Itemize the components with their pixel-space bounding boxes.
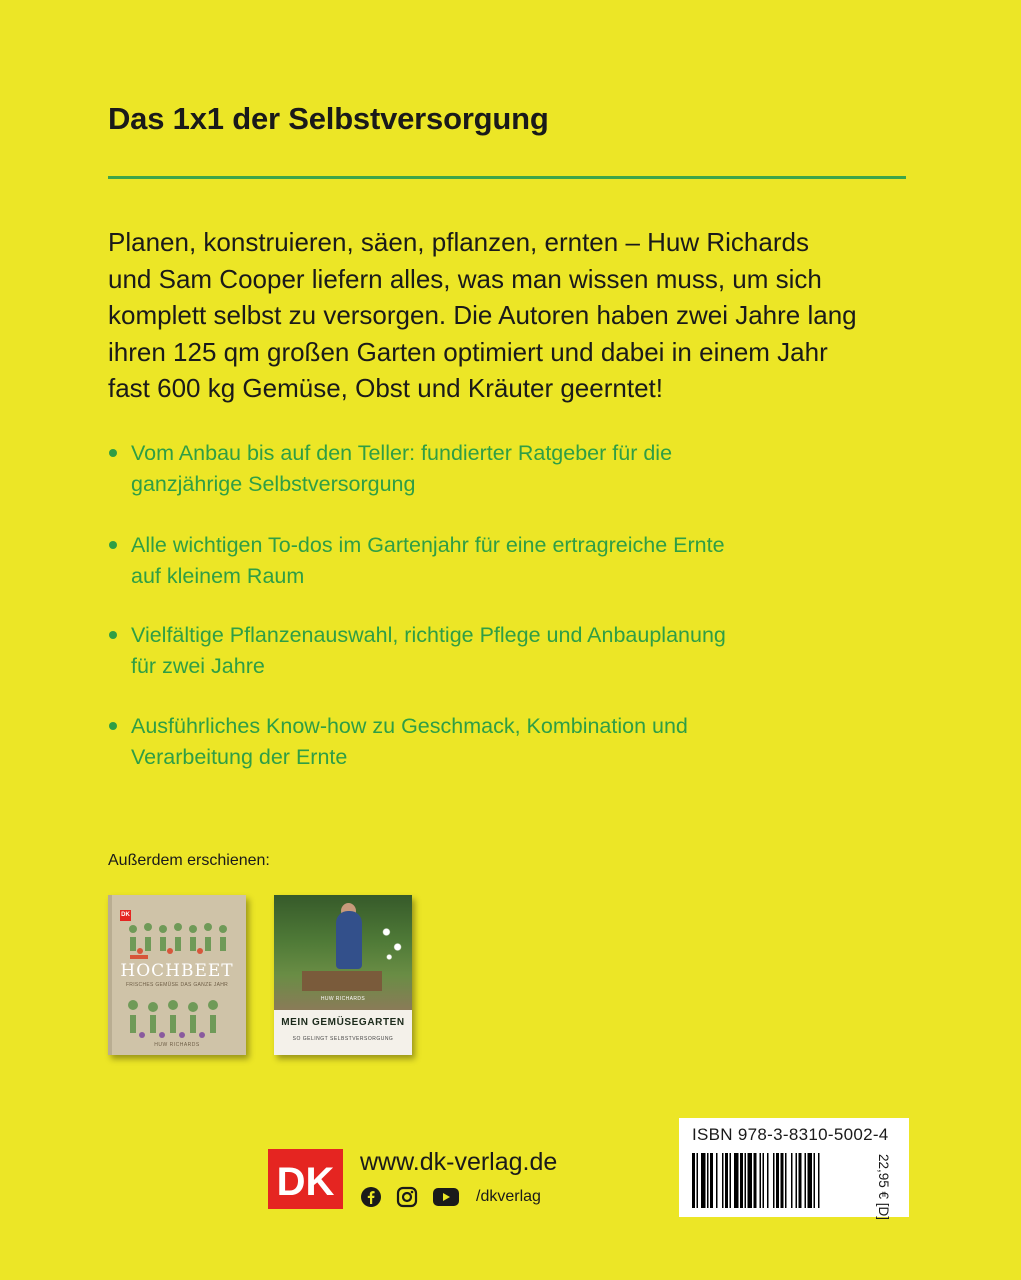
feature-line: auf kleinem Raum	[131, 563, 305, 588]
book-title: MEIN GEMÜSEGARTEN	[281, 1017, 405, 1028]
bullet-icon	[109, 722, 117, 730]
book-title: HOCHBEET	[120, 961, 234, 981]
intro-line: komplett selbst zu versorgen. Die Autoren haben zwei Jahre lang	[108, 300, 857, 330]
garden-bed	[302, 971, 382, 991]
barcode-bar	[776, 1153, 779, 1208]
price-label: 22,95 € [D]	[876, 1154, 891, 1221]
youtube-icon[interactable]	[432, 1186, 460, 1208]
feature-line: für zwei Jahre	[131, 653, 265, 678]
facebook-icon[interactable]	[360, 1186, 382, 1208]
website-url[interactable]: www.dk-verlag.de	[360, 1148, 558, 1176]
book-subtitle: FRISCHES GEMÜSE DAS GANZE JAHR	[125, 982, 229, 988]
barcode-bar	[697, 1153, 699, 1208]
book-author: HUW RICHARDS	[154, 1042, 200, 1048]
barcode-bar	[734, 1153, 739, 1208]
page-heading: Das 1x1 der Selbstversorgung	[108, 101, 549, 136]
barcode-bar	[748, 1153, 753, 1208]
barcode-bar	[701, 1153, 706, 1208]
feature-line: Vielfältige Pflanzenauswahl, richtige Pflege und Anbauplanung	[131, 623, 726, 647]
intro-line: ihren 125 qm großen Garten optimiert und dabei in einem Jahr	[108, 336, 828, 367]
barcode-bar	[773, 1153, 775, 1208]
barcode-bar	[767, 1153, 769, 1208]
intro-line: und Sam Cooper liefern alles, was man wissen muss, um sich	[108, 263, 822, 294]
cover-photo	[274, 895, 412, 1010]
intro-paragraph	[108, 224, 928, 407]
barcode-bar	[707, 1153, 709, 1208]
feature-line: Ausführliches Know-how zu Geschmack, Kombination und	[131, 714, 688, 738]
author-photo-body	[336, 911, 362, 969]
feature-item	[108, 620, 726, 681]
barcode-bar	[808, 1153, 813, 1208]
barcode-bar	[740, 1153, 743, 1208]
isbn-barcode-box	[679, 1118, 909, 1221]
barcode-bar	[805, 1153, 807, 1208]
barcode-bar	[785, 1153, 787, 1208]
feature-item	[108, 530, 725, 591]
barcode-bar	[763, 1153, 765, 1208]
social-links	[360, 1186, 541, 1208]
feature-item	[108, 438, 672, 499]
bullet-icon	[109, 541, 117, 549]
barcode-bar	[730, 1153, 732, 1208]
feature-line: Vom Anbau bis auf den Teller: fundierter Ratgeber für die	[131, 441, 673, 465]
feature-line: Alle wichtigen To-dos im Gartenjahr für eine ertragreiche Ernte	[131, 533, 725, 557]
instagram-icon[interactable]	[396, 1186, 418, 1208]
flowers	[378, 917, 406, 967]
barcode-bar	[818, 1153, 820, 1208]
book-subtitle: SO GELINGT SELBSTVERSORGUNG	[292, 1036, 394, 1042]
barcode-bar	[710, 1153, 713, 1208]
book-author: HUW RICHARDS	[320, 996, 366, 1002]
barcode-bar	[791, 1153, 793, 1208]
barcode-bar	[692, 1153, 695, 1208]
barcode-bar	[754, 1153, 757, 1208]
barcode-bar	[760, 1153, 762, 1208]
barcode-bar	[716, 1153, 718, 1208]
social-handle[interactable]: /dkverlag	[476, 1188, 541, 1205]
barcode	[692, 1153, 872, 1208]
bullet-icon	[109, 449, 117, 457]
barcode-bar	[745, 1153, 747, 1208]
barcode-bar	[799, 1153, 802, 1208]
bullet-icon	[109, 631, 117, 639]
heading-divider	[108, 176, 906, 179]
barcode-bar	[725, 1153, 728, 1208]
feature-line: Verarbeitung der Ernte	[131, 744, 348, 769]
dk-logo-text: DK	[276, 1160, 335, 1204]
barcode-bar	[722, 1153, 724, 1208]
intro-line: fast 600 kg Gemüse, Obst und Kräuter geerntet!	[108, 373, 663, 403]
isbn-text: ISBN 978-3-8310-5002-4	[692, 1125, 889, 1144]
barcode-bar	[781, 1153, 784, 1208]
dk-logo	[268, 1149, 343, 1209]
book-cover-hochbeet	[108, 895, 246, 1055]
book-cover-gemuesegarten	[274, 895, 412, 1055]
intro-line: Planen, konstruieren, säen, pflanzen, ernten – Huw Richards	[108, 227, 809, 257]
also-published-label: Außerdem erschienen:	[108, 852, 270, 869]
feature-line: ganzjährige Selbstversorgung	[131, 471, 416, 496]
dk-logo-small-text: DK	[121, 912, 130, 918]
barcode-bar	[796, 1153, 798, 1208]
barcode-bar	[814, 1153, 816, 1208]
feature-item	[108, 711, 688, 772]
